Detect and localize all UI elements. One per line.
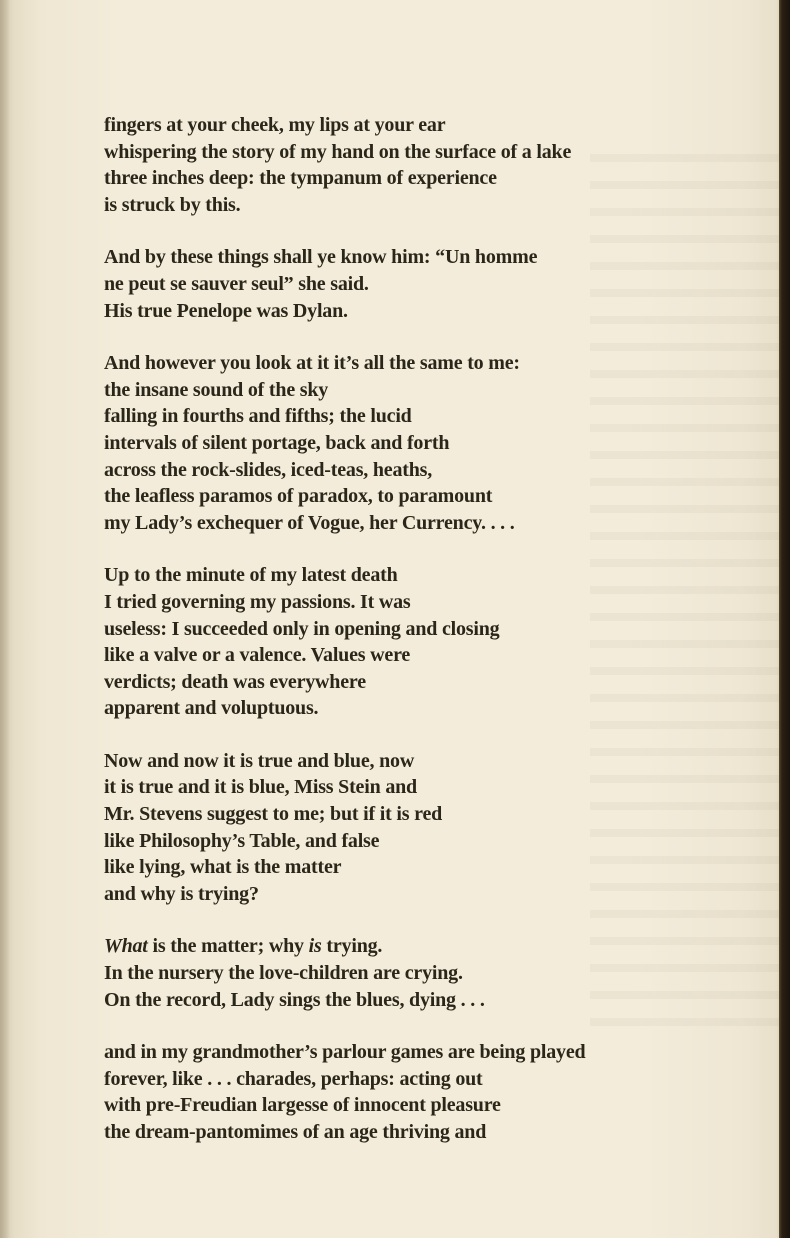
poem-line: Mr. Stevens suggest to me; but if it is red [104, 803, 443, 826]
page-edge [779, 0, 790, 1238]
poem-line: across the rock-slides, iced-teas, heaths, [104, 458, 433, 481]
poem-line: three inches deep: the tympanum of experience [104, 167, 497, 190]
poem-line: verdicts; death was everywhere [104, 670, 366, 693]
poem-line: like a valve or a valence. Values were [104, 644, 411, 667]
poem-line: with pre-Freudian largesse of innocent pleasure [104, 1094, 501, 1117]
poem-line: fingers at your cheek, my lips at your ear [104, 114, 446, 136]
poem-line: the dream-pantomimes of an age thriving and [104, 1121, 487, 1143]
poem-line: my Lady’s exchequer of Vogue, her Currency. . . . [104, 511, 515, 534]
poem-line: forever, like . . . charades, perhaps: acting out [104, 1067, 483, 1090]
poem-line: falling in fourths and fifths; the lucid [104, 405, 412, 428]
poem-line: like Philosophy’s Table, and false [104, 829, 380, 852]
stanza-6 [104, 933, 704, 1013]
poem-line: And however you look at it it’s all the same to me: [104, 352, 520, 375]
poem-line: apparent and voluptuous. [104, 697, 319, 720]
line-segment: is the matter; why [147, 935, 309, 958]
poem-line: ne peut se sauver seul” she said. [104, 272, 369, 295]
spine-shadow [0, 0, 10, 1238]
poem-line-mixed [104, 933, 704, 960]
poem-line: whispering the story of my hand on the surface of a lake [104, 140, 572, 163]
poem-line: In the nursery the love-children are crying. [104, 962, 463, 985]
poem-line: useless: I succeeded only in opening and closing [104, 617, 500, 640]
poem-line: the leafless paramos of paradox, to paramount [104, 485, 493, 508]
poem-line: Now and now it is true and blue, now [104, 749, 415, 772]
poem-line: His true Penelope was Dylan. [104, 299, 348, 322]
stanza-2 [104, 244, 704, 324]
poem-line: I tried governing my passions. It was [104, 590, 411, 613]
stanza-5 [104, 748, 704, 908]
poem-line: And by these things shall ye know him: “Un homme [104, 246, 538, 269]
line-segment: trying. [321, 935, 383, 958]
poem-line: is struck by this. [104, 193, 241, 216]
stanza-1 [104, 112, 704, 218]
italic-word: is [308, 935, 322, 958]
stanza-7 [104, 1039, 704, 1145]
poem-line: Up to the minute of my latest death [104, 564, 398, 587]
poem-line: it is true and it is blue, Miss Stein and [104, 776, 417, 799]
poem-line: and in my grandmother’s parlour games are being played [104, 1041, 586, 1064]
stanza-4 [104, 562, 704, 722]
poem-line: intervals of silent portage, back and forth [104, 431, 450, 454]
italic-word: What [104, 935, 148, 958]
poem-line: the insane sound of the sky [104, 378, 329, 401]
stanza-3 [104, 350, 704, 536]
poem-line: On the record, Lady sings the blues, dying . . . [104, 988, 485, 1011]
poem-line: like lying, what is the matter [104, 856, 342, 879]
poem-text [104, 112, 704, 1172]
poem-line: and why is trying? [104, 882, 259, 905]
